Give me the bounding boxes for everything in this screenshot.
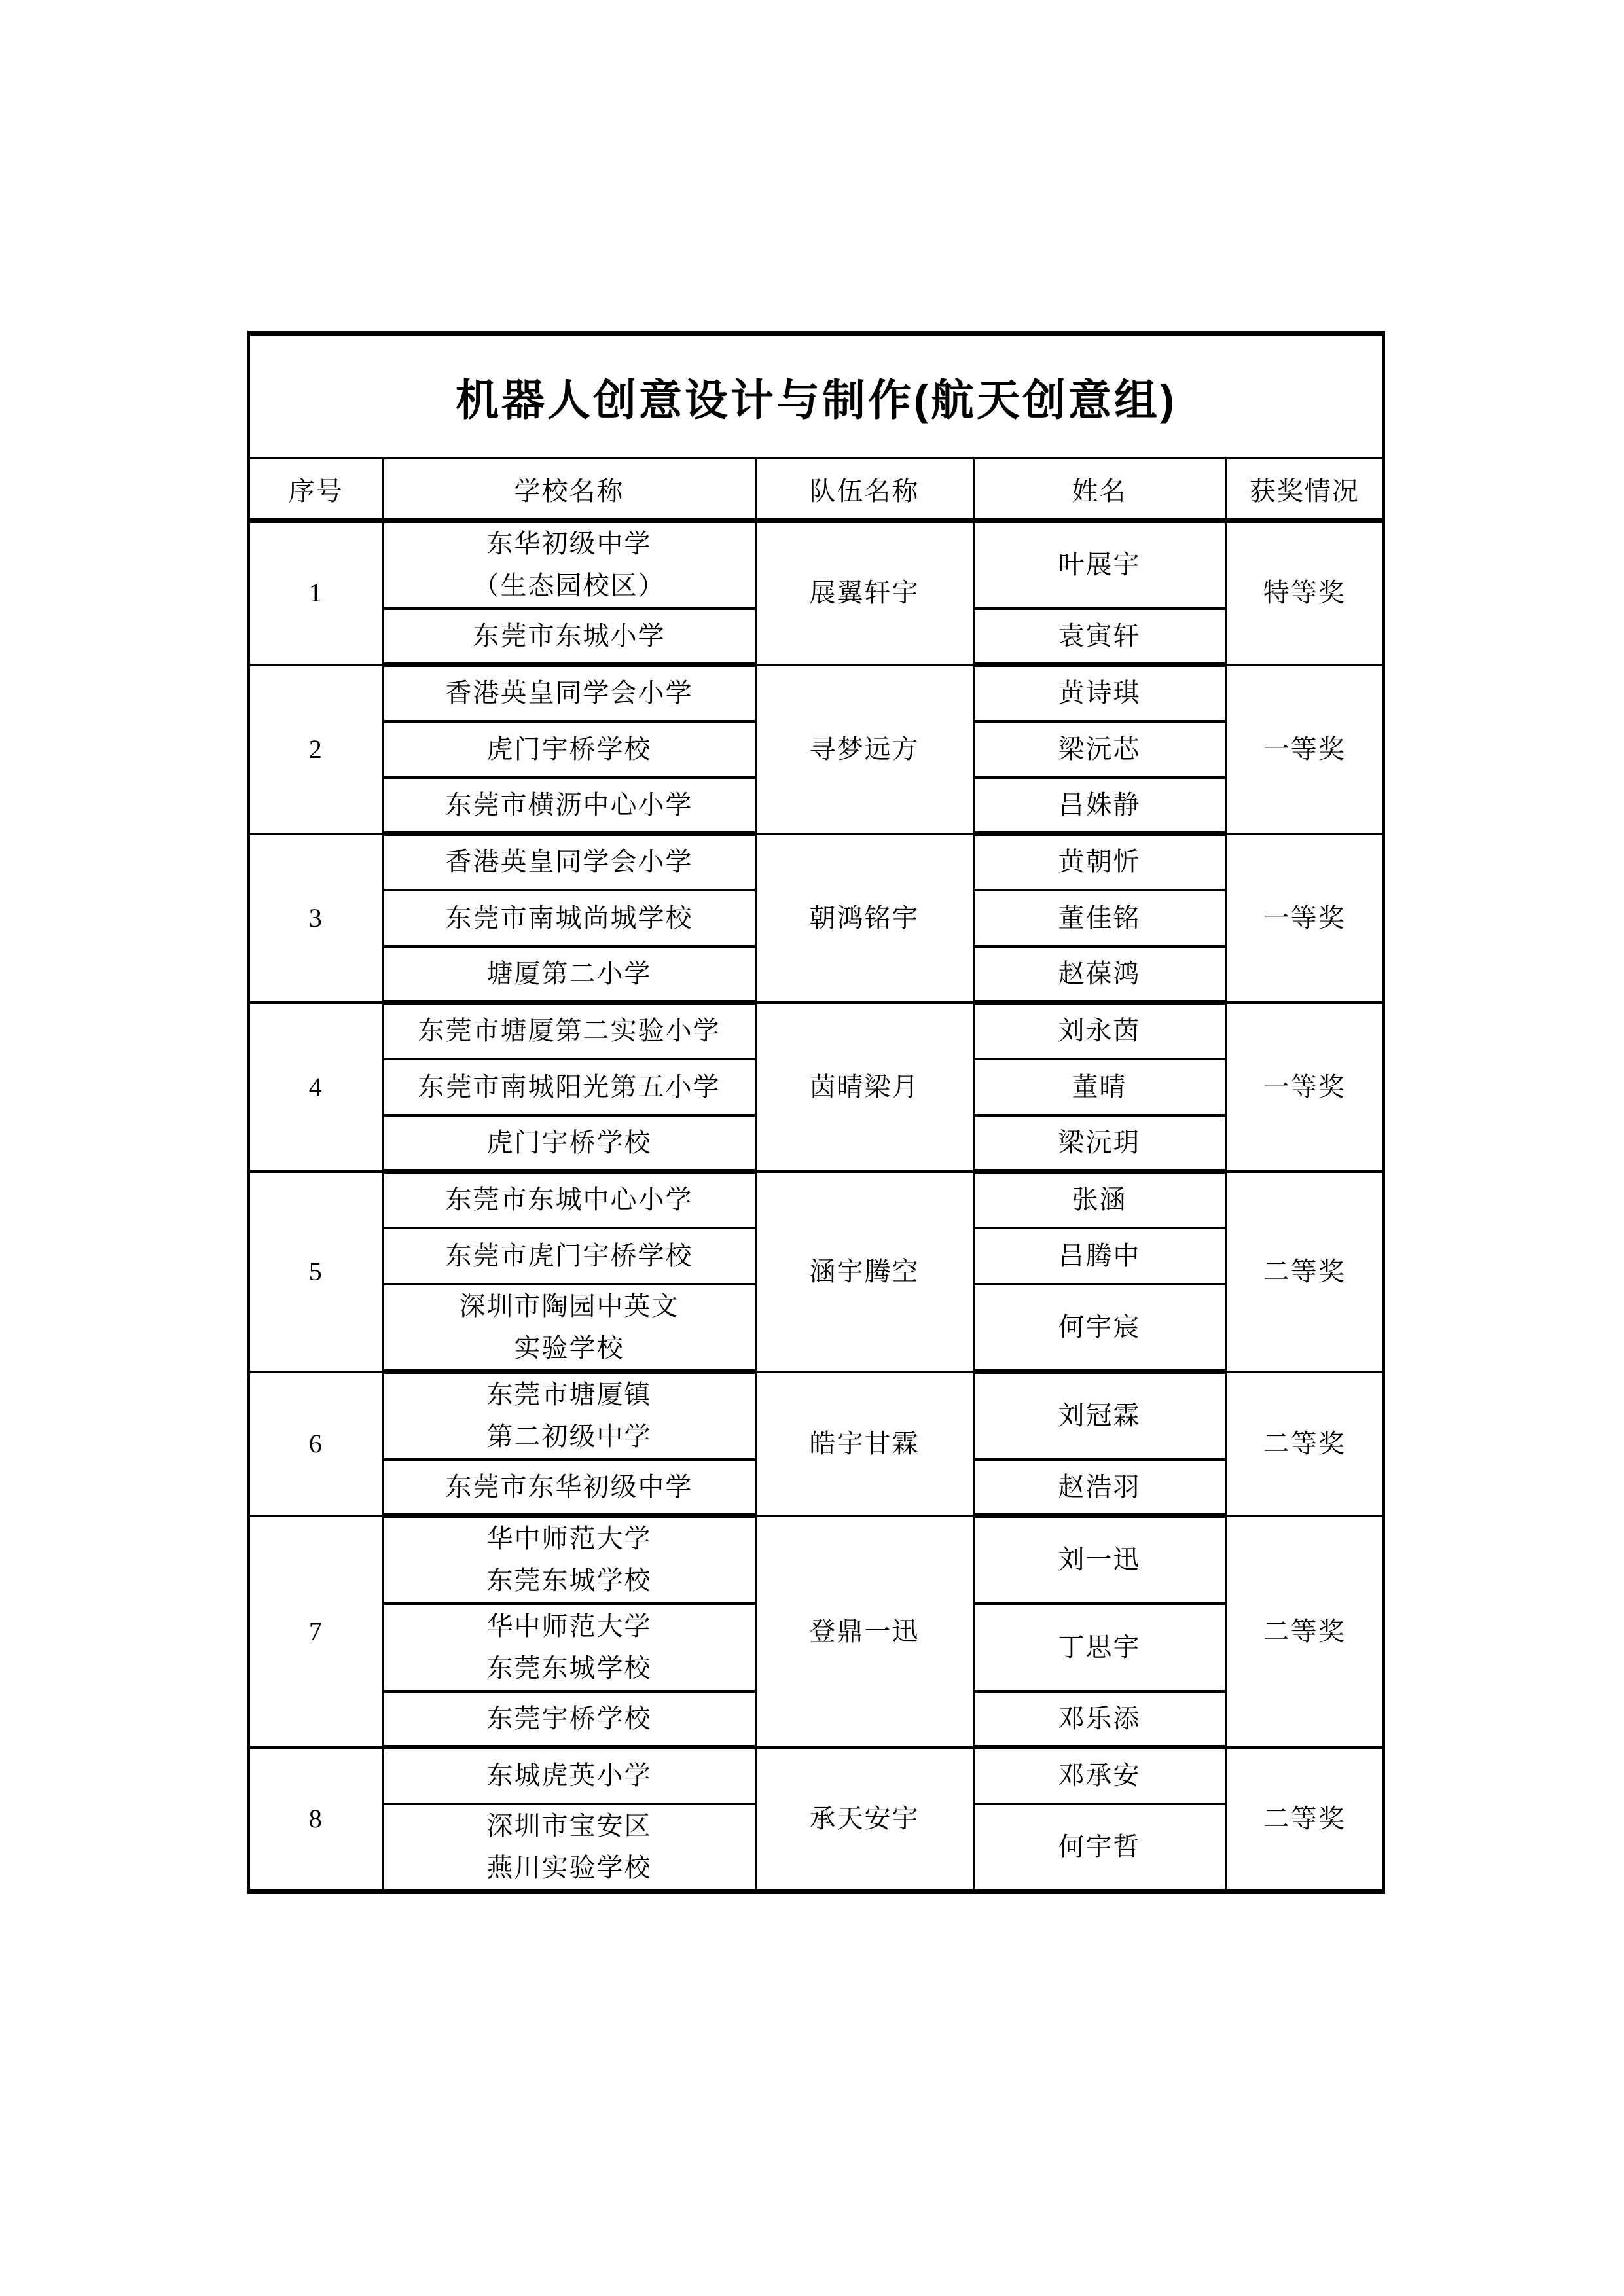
school-cell: [383, 1372, 755, 1460]
member-name-cell-line: 董佳铭: [1058, 903, 1141, 933]
school-cell-line: 燕川实验学校: [486, 1852, 652, 1882]
team-name-cell: [755, 834, 973, 1003]
member-name-cell: [973, 1059, 1225, 1115]
award-cell: [1225, 834, 1384, 1003]
member-row: [249, 1003, 1384, 1059]
member-name-cell: [973, 1284, 1225, 1372]
award-cell: [1225, 1372, 1384, 1516]
school-cell-line: 东莞市横沥中心小学: [445, 789, 693, 819]
school-cell: [383, 665, 755, 721]
member-name-cell: [973, 834, 1225, 890]
school-cell-line: 实验学校: [514, 1333, 624, 1363]
award-cell-line: 二等奖: [1263, 1803, 1346, 1833]
group-index-cell: [249, 1516, 383, 1748]
school-cell: [383, 1460, 755, 1516]
member-name-cell: [973, 1372, 1225, 1460]
award-cell: [1225, 665, 1384, 834]
team-name-cell-line: 承天安宇: [809, 1803, 920, 1833]
school-cell-line: 华中师范大学: [486, 1524, 652, 1554]
school-cell: [383, 609, 755, 665]
school-cell: [383, 1284, 755, 1372]
school-cell-line: 塘厦第二小学: [486, 958, 652, 988]
school-cell: [383, 1059, 755, 1115]
member-name-cell-line: 邓乐添: [1058, 1703, 1141, 1733]
group-index-cell: [249, 1003, 383, 1172]
member-name-cell: [973, 1516, 1225, 1604]
group-index-cell: [249, 665, 383, 834]
award-cell: [1225, 1748, 1384, 1892]
team-name-cell: [755, 1172, 973, 1372]
award-cell: [1225, 1516, 1384, 1748]
member-name-cell: [973, 1748, 1225, 1804]
award-cell-line: 一等奖: [1263, 734, 1346, 764]
group-index-cell: [249, 521, 383, 665]
award-cell: [1225, 1003, 1384, 1172]
school-cell: [383, 834, 755, 890]
school-cell-line: 东莞宇桥学校: [486, 1703, 652, 1733]
member-name-cell: [973, 1115, 1225, 1172]
school-cell-line: 东莞东城学校: [486, 1566, 652, 1596]
member-row: [249, 521, 1384, 609]
school-cell-line: 深圳市陶园中英文: [459, 1291, 679, 1321]
member-name-cell: [973, 1691, 1225, 1748]
team-name-cell: [755, 1372, 973, 1516]
school-cell: [383, 1115, 755, 1172]
member-name-cell-line: 梁沅玥: [1058, 1127, 1141, 1157]
column-header-award: 获奖情况: [1225, 458, 1384, 521]
team-name-cell-line: 涵宇腾空: [809, 1256, 920, 1286]
column-header-team: 队伍名称: [755, 458, 973, 521]
member-name-cell: [973, 1804, 1225, 1892]
school-cell-line: 东华初级中学: [486, 529, 652, 559]
award-cell-line: 特等奖: [1263, 578, 1346, 608]
group-index-cell: [249, 834, 383, 1003]
member-name-cell-line: 黄朝忻: [1058, 847, 1141, 877]
team-name-cell: [755, 665, 973, 834]
member-name-cell-line: 吕腾中: [1058, 1240, 1141, 1270]
award-cell-line: 一等奖: [1263, 903, 1346, 933]
school-cell: [383, 521, 755, 609]
school-cell: [383, 946, 755, 1003]
group-index-cell-line: 6: [308, 1428, 323, 1458]
team-name-cell: [755, 521, 973, 665]
award-cell-line: 二等奖: [1263, 1428, 1346, 1458]
column-header-name: 姓名: [973, 458, 1225, 521]
school-cell-line: 东莞市东城中心小学: [445, 1185, 693, 1215]
title-row: [249, 333, 1384, 458]
group-index-cell-line: 3: [308, 903, 323, 933]
member-name-cell: [973, 946, 1225, 1003]
school-cell: [383, 890, 755, 946]
school-cell-line: 深圳市宝安区: [486, 1810, 652, 1840]
member-name-cell: [973, 665, 1225, 721]
member-name-cell-line: 何宇哲: [1058, 1831, 1141, 1861]
school-cell-line: 东莞市虎门宇桥学校: [445, 1240, 693, 1270]
school-cell-line: 东莞市塘厦第二实验小学: [418, 1016, 721, 1046]
member-name-cell: [973, 1172, 1225, 1228]
team-name-cell-line: 展翼轩宇: [809, 578, 920, 608]
group-index-cell-line: 4: [308, 1071, 323, 1102]
member-row: [249, 1516, 1384, 1604]
award-cell: [1225, 521, 1384, 665]
award-cell-line: 一等奖: [1263, 1071, 1346, 1102]
member-name-cell-line: 张涵: [1072, 1185, 1127, 1215]
school-cell: [383, 1804, 755, 1892]
award-cell-line: 二等奖: [1263, 1616, 1346, 1646]
school-cell-line: 东莞东城学校: [486, 1653, 652, 1683]
group-index-cell-line: 7: [308, 1616, 323, 1646]
member-row: [249, 1172, 1384, 1228]
group-index-cell: [249, 1172, 383, 1372]
member-name-cell: [973, 1460, 1225, 1516]
member-name-cell: [973, 721, 1225, 778]
member-row: [249, 834, 1384, 890]
school-cell-line: 东莞市东华初级中学: [445, 1471, 693, 1501]
team-name-cell-line: 登鼎一迅: [809, 1616, 920, 1646]
member-name-cell-line: 吕姝静: [1058, 789, 1141, 819]
column-header-index: 序号: [249, 458, 383, 521]
school-cell: [383, 721, 755, 778]
school-cell-line: 虎门宇桥学校: [486, 1127, 652, 1157]
member-name-cell: [973, 1003, 1225, 1059]
member-name-cell-line: 黄诗琪: [1058, 678, 1141, 708]
team-name-cell: [755, 1003, 973, 1172]
member-name-cell: [973, 1228, 1225, 1284]
school-cell: [383, 1691, 755, 1748]
school-cell-line: 东莞市塘厦镇: [486, 1380, 652, 1410]
award-cell-line: 二等奖: [1263, 1256, 1346, 1286]
school-cell: [383, 1003, 755, 1059]
school-cell-line: 东莞市东城小学: [473, 620, 666, 651]
school-cell-line: 香港英皇同学会小学: [445, 678, 693, 708]
school-cell-line: 虎门宇桥学校: [486, 734, 652, 764]
school-cell-line: 香港英皇同学会小学: [445, 847, 693, 877]
member-name-cell-line: 邓承安: [1058, 1761, 1141, 1791]
award-cell: [1225, 1172, 1384, 1372]
member-name-cell: [973, 521, 1225, 609]
member-name-cell: [973, 1604, 1225, 1691]
member-name-cell-line: 梁沅芯: [1058, 734, 1141, 764]
school-cell: [383, 1748, 755, 1804]
school-cell-line: 第二初级中学: [486, 1422, 652, 1452]
award-results-table: [247, 331, 1385, 1894]
column-header-school: 学校名称: [383, 458, 755, 521]
group-index-cell: [249, 1748, 383, 1892]
team-name-cell-line: 朝鸿铭宇: [809, 903, 920, 933]
member-row: [249, 665, 1384, 721]
member-name-cell-line: 赵浩羽: [1058, 1471, 1141, 1501]
member-name-cell-line: 叶展宇: [1058, 550, 1141, 580]
member-name-cell-line: 刘冠霖: [1058, 1401, 1141, 1431]
school-cell: [383, 778, 755, 834]
team-name-cell-line: 寻梦远方: [809, 734, 920, 764]
school-cell-line: 东城虎英小学: [486, 1761, 652, 1791]
team-name-cell: [755, 1516, 973, 1748]
member-row: [249, 1748, 1384, 1804]
results-table-body: [249, 333, 1384, 1892]
member-name-cell: [973, 609, 1225, 665]
member-name-cell-line: 刘一迅: [1058, 1545, 1141, 1575]
school-cell: [383, 1228, 755, 1284]
member-name-cell: [973, 890, 1225, 946]
column-header-row: [249, 458, 1384, 521]
team-name-cell-line: 茵晴梁月: [809, 1071, 920, 1102]
group-index-cell-line: 8: [308, 1803, 323, 1833]
member-name-cell-line: 刘永茵: [1058, 1016, 1141, 1046]
member-name-cell-line: 赵葆鸿: [1058, 958, 1141, 988]
group-index-cell: [249, 1372, 383, 1516]
member-name-cell-line: 董晴: [1072, 1071, 1127, 1102]
team-name-cell: [755, 1748, 973, 1892]
team-name-cell-line: 皓宇甘霖: [809, 1428, 920, 1458]
page-title: 机器人创意设计与制作(航天创意组): [249, 333, 1384, 458]
school-cell-line: （生态园校区）: [473, 571, 666, 601]
school-cell-line: 东莞市南城尚城学校: [445, 903, 693, 933]
school-cell: [383, 1172, 755, 1228]
school-cell: [383, 1516, 755, 1604]
group-index-cell-line: 5: [308, 1256, 323, 1286]
school-cell-line: 东莞市南城阳光第五小学: [418, 1071, 721, 1102]
member-name-cell-line: 袁寅轩: [1058, 620, 1141, 651]
school-cell-line: 华中师范大学: [486, 1611, 652, 1641]
group-index-cell-line: 1: [308, 578, 323, 608]
member-name-cell-line: 丁思宇: [1058, 1632, 1141, 1662]
school-cell: [383, 1604, 755, 1691]
member-name-cell: [973, 778, 1225, 834]
member-name-cell-line: 何宇宸: [1058, 1312, 1141, 1342]
group-index-cell-line: 2: [308, 734, 323, 764]
member-row: [249, 1372, 1384, 1460]
